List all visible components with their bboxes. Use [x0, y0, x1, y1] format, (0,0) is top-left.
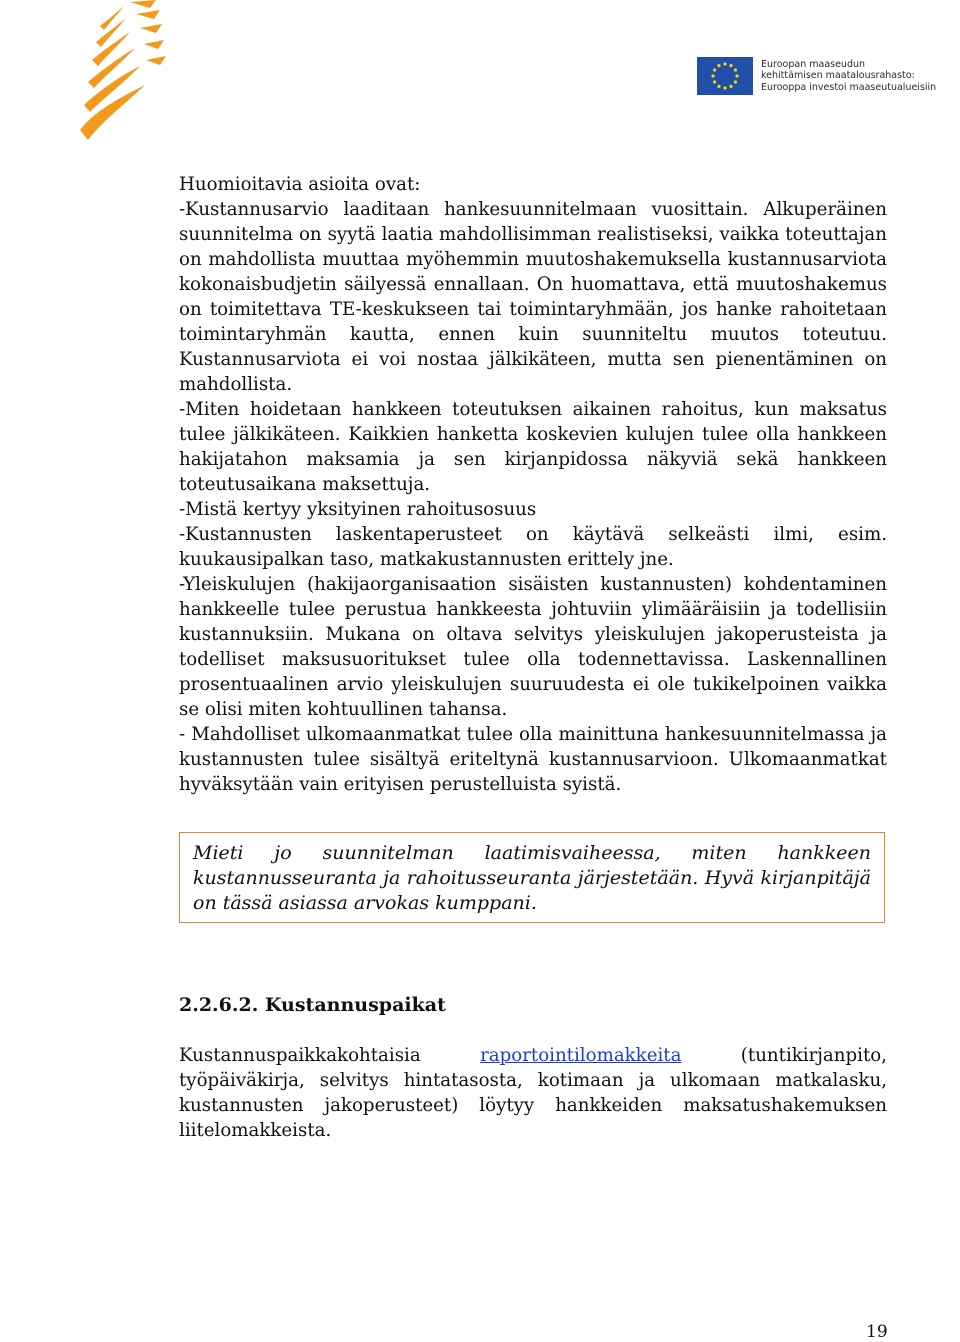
note-box [179, 832, 885, 923]
eu-text-line-2: kehittämisen maatalousrahasto: [761, 70, 915, 82]
paragraph-foreign-travel: - Mahdolliset ulkomaanmatkat tulee olla mainittuna hankesuunnitelmassa ja kustannusten tulee sisältyä eriteltynä kustannusarvioon. Ulkomaanmatkat hyväksytään vain erityisen perustelluista syistä. [179, 724, 887, 795]
intro-line: Huomioitavia asioita ovat: [179, 174, 421, 195]
section-heading: 2.2.6.2. Kustannuspaikat [179, 994, 446, 1016]
paragraph-overheads: -Yleiskulujen (hakijaorganisaation sisäisten kustannusten) kohdentaminen hankkeelle tulee perustua hankkeesta johtuviin ylimääräisiin ja todellisiin kustannuksiin. Mukana on oltava selvitys yleiskulujen jakoperusteista ja todelliset maksusuoritukset tulee olla todennettavissa. Laskennallinen prosentuaalinen arvio yleiskulujen suuruudesta ei ole tukikelpoinen vaikka se olisi miten kohtuullinen tahansa. [179, 574, 887, 720]
eu-text-line-3: Eurooppa investoi maaseutualueisiin [761, 81, 937, 93]
paragraph-private-funding: -Mistä kertyy yksityinen rahoitusosuus [179, 499, 537, 520]
main-content [179, 172, 887, 797]
paragraph-calculation-basis: -Kustannusten laskentaperusteet on käytävä selkeästi ilmi, esim. kuukausipalkan taso, matkakustannusten erittely jne. [179, 524, 887, 570]
note-text: Mieti jo suunnitelman laatimisvaiheessa, miten hankkeen kustannusseuranta ja rahoitusseuranta järjestetään. Hyvä kirjanpitäjä on tässä asiassa arvokas kumppani. [193, 842, 871, 914]
eu-text-line-1: Euroopan maaseudun [761, 58, 866, 70]
reporting-forms-link[interactable]: raportointilomakkeita [480, 1045, 682, 1066]
eu-flag-icon [697, 57, 753, 95]
paragraph-cost-estimate: -Kustannusarvio laaditaan hankesuunnitelmaan vuosittain. Alkuperäinen suunnitelma on syytä laatia mahdollisimman realistiseksi, vaikka toteuttajan on mahdollista muuttaa myöhemmin muutoshakemuksella kustannusarviota kokonaisbudjetin säilyessä ennallaan. On huomattava, että muutoshakemus on toimitettava TE-keskukseen tai toimintaryhmään, jos hanke rahoitetaan toimintaryhmän kautta, ennen kuin suunniteltu muutos toteutuu. Kustannusarviota ei voi nostaa jälkikäteen, mutta sen pienentäminen on mahdollista. [179, 199, 887, 395]
eu-fund-text [761, 59, 936, 94]
section-body [179, 1043, 887, 1143]
rural-development-logo-icon [70, 0, 170, 145]
section-body-before-link: Kustannuspaikkakohtaisia [179, 1045, 481, 1066]
eu-fund-logo [697, 55, 937, 97]
page-number: 19 [866, 1322, 888, 1342]
section-body-after-link: (tuntikirjanpito, työpäiväkirja, selvitys hintatasosta, kotimaan ja ulkomaan matkalasku, kustannusten jakoperusteet) löytyy hankkeiden maksatushakemuksen liitelomakkeista. [179, 1045, 887, 1141]
paragraph-financing: -Miten hoidetaan hankkeen toteutuksen aikainen rahoitus, kun maksatus tulee jälkikäteen. Kaikkien hanketta koskevien kulujen tulee olla hankkeen hakijatahon maksamia ja sen kirjanpidossa näkyviä sekä hankkeen toteutusaikana maksettuja. [179, 399, 887, 495]
